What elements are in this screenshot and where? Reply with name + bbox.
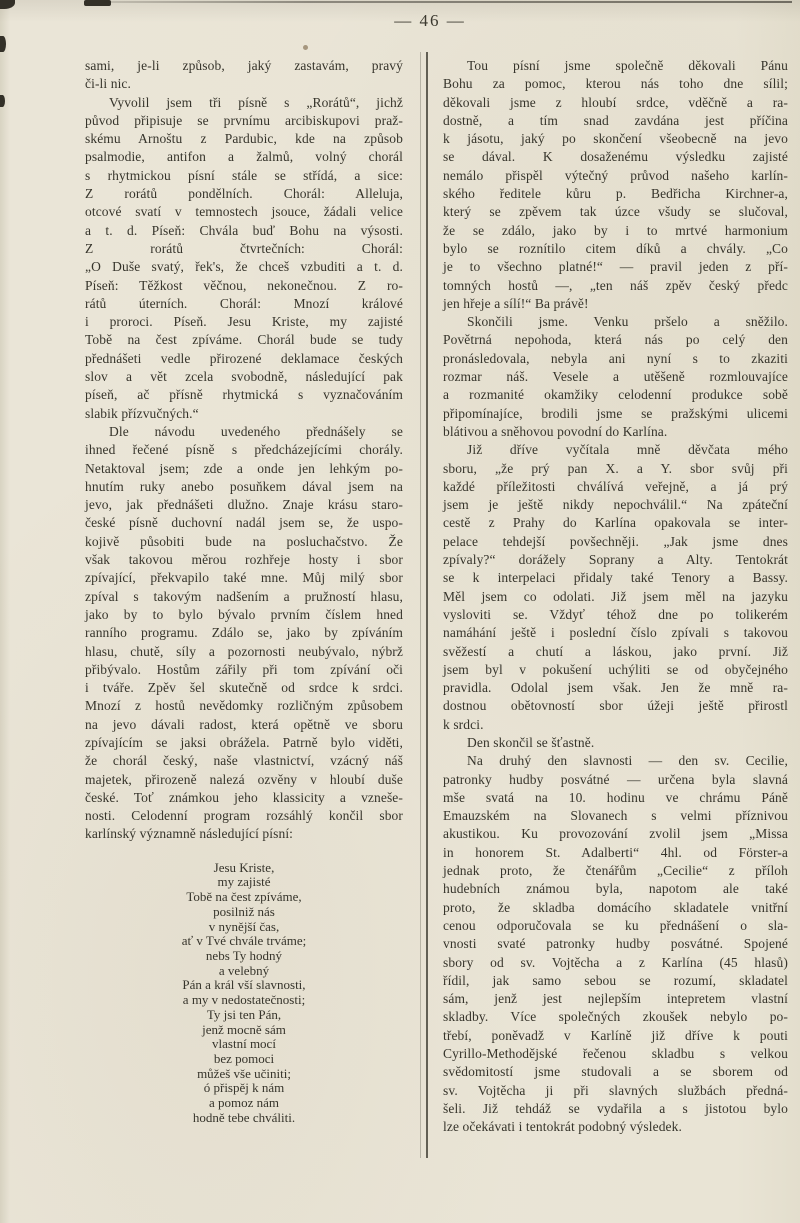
text-line: Emauzském na Slovanech s velmi příznivou: [443, 808, 788, 824]
poem-line: vlastní mocí: [212, 1036, 276, 1052]
poem-line: bez pomoci: [213, 1050, 275, 1066]
text-line: jevo, jak přednášeti dlužno. Znaje krásu staro-: [85, 497, 403, 513]
text-line: Povětrná nepohoda, která nás po celý den: [443, 332, 788, 348]
text-line: sami, je-li způsob, jaký zastavám, pravý: [85, 58, 403, 73]
text-line: ranního programu. Zdálo se, jako by zpíváním: [85, 625, 403, 641]
text-line: cestě z Prahy do Karlína opakovala se inter-: [443, 515, 788, 531]
text-line: Bohu za pomoc, kterou nás toho dne sílil;: [443, 76, 788, 92]
text-line: skému Arnoštu z Pardubic, kde na způsob: [85, 131, 403, 147]
scan-artifact-speck: [0, 95, 5, 107]
text-line: se dával. K dosaženému výsledku zajisté: [443, 149, 788, 165]
text-line: jako by to bylo bývalo prvním číslem hned: [85, 606, 403, 622]
poem-line: a my v nedostatečnosti;: [182, 992, 306, 1008]
poem-line: nebs Ty hodný: [205, 947, 283, 963]
text-line: in honorem St. Adalberti“ 4hl. od Förster-a: [443, 844, 788, 860]
text-line: vnosti svaté patronky hudby posvátné. Spojené: [443, 936, 788, 952]
text-line: zpívající, překvapilo také mne. Můj milý sbor: [85, 570, 403, 586]
text-line: hudebních známou byla, napotom ale také: [443, 881, 788, 897]
text-line: Z rorátů čtvrtečních: Chorál:: [85, 240, 403, 256]
text-line: pravidla. Odolal jsem však. Jen že mně ra-: [443, 680, 788, 696]
text-line: slov a vět zcela svobodně, následující pak: [85, 369, 403, 385]
poem-line: Pán a král vší slavnosti,: [182, 977, 306, 993]
text-line: i tváře. Zpěv šel skutečně od srdce k srdci.: [85, 680, 403, 696]
text-line: blátivou a sněhovou povodní do Karlína.: [443, 423, 668, 439]
text-line: Píseň: Těžkost věčnou, nekonečnou. Z ro-: [85, 277, 403, 293]
text-line: jednak proto, že čtenářům „Cecilie“ z příloh: [443, 863, 788, 879]
text-line: Den skončil se šťastně.: [467, 734, 595, 750]
text-line: psalmodie, antifon a žalmů, volný chorál: [85, 149, 403, 165]
text-line: bylo se roznítilo citem díků a chvály. „Co: [443, 240, 788, 256]
scan-artifact-corner: [0, 0, 15, 9]
text-line: k srdci.: [443, 716, 484, 732]
text-line: jsem je ještě nikdy nepochválil.“ Na zpáteční: [443, 497, 788, 513]
text-line: že se zdálo, jako by i to mrtvé harmonium: [443, 222, 788, 238]
text-line: však takovou měrou rozhřeje hosty i sbor: [85, 552, 403, 568]
text-line: Netaktoval jsem; zde a onde jen lehkým po-: [85, 460, 403, 476]
text-line: a t. d. Píseň: Chvála buď Bohu na výsosti.: [85, 222, 403, 238]
text-line: že chorál český, naše vlastnictví, vzácný náš: [85, 753, 403, 769]
poem-line: v nynější čas,: [208, 918, 280, 934]
poem-line: my zajisté: [217, 874, 271, 890]
poem: [85, 861, 403, 1126]
poem-line: a pomoz nám: [208, 1095, 280, 1111]
text-line: je to všechno platné!“ — pravil jeden z pří-: [443, 259, 788, 275]
text-line: pelace tehdejší povšechněji. „Jak jsme dnes: [443, 533, 788, 549]
text-line: i proroci. Píseň. Jesu Kriste, my zajisté: [85, 314, 403, 330]
text-line: zpívajícím se jaksi obrážela. Patrně bylo viděti,: [85, 734, 403, 750]
poem-line: a velebný: [218, 962, 270, 978]
text-line: tomných hostů —, „ten náš zpěv český předc: [443, 277, 788, 293]
text-line: šeli. Již tehdáž se vydařila a s jistotou bylo: [443, 1100, 788, 1116]
text-line: Vyvolil jsem tři písně s „Rorátů“, jichž: [109, 94, 403, 110]
text-line: Tou písní jsme společně děkovali Pánu: [467, 58, 788, 73]
paragraph: [443, 313, 788, 441]
text-line: sv. Vojtěcha ji při slavných službách předná-: [443, 1082, 788, 1098]
text-line: nemálo přispěl výtečný průvod našeho karlín-: [443, 167, 788, 183]
text-line: dostnou obětovností sbor úžeji ještě přirostl: [443, 698, 788, 714]
scan-artifact-speck: [0, 36, 6, 52]
poem-line: Ty jsi ten Pán,: [206, 1006, 282, 1022]
text-line: „O Duše svatý, řek's, že chceš vzbuditi a t. d.: [85, 259, 403, 275]
text-line: dostně, a tím snad zavdána jest příčina: [443, 112, 788, 128]
text-line: skladby. Více společných zkoušek nebylo po-: [443, 1009, 788, 1025]
text-line: na jevo dávali radost, která opětně ve sboru: [85, 716, 403, 732]
column-divider-shadow: [420, 52, 421, 1158]
text-line: svěžestí a chutí a láskou, jako první. Již: [443, 643, 788, 659]
scan-artifact-stain: [303, 45, 308, 50]
text-line: ského ředitele kůru p. Bedřicha Kirchner-a,: [443, 186, 788, 202]
text-line: který se zpěvem tak úzce všudy se slučoval,: [443, 204, 788, 220]
text-line: karlínský významně následující písní:: [85, 826, 294, 842]
poem-line: hodně tebe chváliti.: [192, 1109, 296, 1125]
text-line: slabik přízvučných.“: [85, 405, 199, 421]
text-line: s rhytmickou písní stále se střídá, a sice:: [85, 167, 403, 183]
poem-line: můžeš vše učiniti;: [197, 1065, 291, 1081]
paragraph: [443, 752, 788, 1136]
text-line: Již dříve vyčítala mně děvčata mého: [467, 442, 788, 458]
page-number: — 46 —: [394, 11, 466, 30]
text-line: české písně duchovní nadál jsem se, že uspo-: [85, 515, 403, 531]
text-line: se k interpelaci přidaly také Tenory a Bassy.: [443, 570, 788, 586]
text-line: hlasu, chutě, síly a pozornosti neubývalo, nýbrž: [85, 643, 403, 659]
text-line: přibývalo. Hostům zářily při tom zpívání oči: [85, 661, 403, 677]
text-line: Cyrillo-Methodějské řečenou skladbu s velkou: [443, 1046, 788, 1062]
text-line: připomínajíce, brodili jsme se pražskými ulicemi: [443, 405, 788, 421]
paragraph: [85, 423, 403, 844]
text-line: sám, jenž jest nejlepším intepretem vlastní: [443, 991, 788, 1007]
text-line: původ připisuje se prvnímu arcibiskupovi praž-: [85, 112, 403, 128]
text-line: otcové svatí v temnostech jsouce, žádali velice: [85, 204, 403, 220]
text-line: rozmar náš. Vesele a utěšeně rozmlouvajíce: [443, 369, 788, 385]
poem-line: Jesu Kriste,: [213, 859, 275, 875]
text-line: sboru, „že prý pan X. a Y. sbor svůj při: [443, 460, 788, 476]
poem-line: Tobě na čest zpíváme,: [186, 889, 302, 905]
text-line: píseň, ač přísně rhytmická s vyznačováním: [85, 387, 403, 403]
paragraph: [85, 94, 403, 423]
text-line: a rozmanité okamžiky celodenní produkce sobě: [443, 387, 788, 403]
text-line: či-li nic.: [85, 76, 131, 92]
text-line: hnutím ruky anebo posuňkem dával jsem na: [85, 478, 403, 494]
text-line: cenou odporučovala se ku přednášení o sla-: [443, 917, 788, 933]
text-line: ihned řečené písně s předcházejícími chorály.: [85, 442, 403, 458]
text-line: každé příležitosti chválívá veřejně, a já prý: [443, 478, 788, 494]
text-line: řídil, jak samo sebou se rozumí, skladatel: [443, 972, 788, 988]
text-line: zpívaly?“ dorážely Soprany a Alty. Tentokrát: [443, 552, 788, 568]
paragraph: [85, 57, 403, 94]
text-line: sbory od sv. Vojtěcha a z Karlína (45 hlasů): [443, 954, 788, 970]
text-line: mše svatá na 10. hodinu ve chrámu Páně: [443, 789, 788, 805]
text-line: třebí, poněvadž v Karlíně již dříve k pouti: [443, 1027, 788, 1043]
text-line: pronásledovala, nebyla ani nyní s to zkaziti: [443, 350, 788, 366]
text-line: k jásotu, jaký po skončení všeobecně na jevo: [443, 131, 788, 147]
left-column: [85, 57, 403, 1125]
text-line: přednášeti vedle přirozené deklamace českých: [85, 350, 403, 366]
text-line: Tobě na čest zpíváme. Chorál bude se tudy: [85, 332, 403, 348]
right-column: [443, 57, 788, 1137]
text-line: kojivě působiti bude na posluchačstvo. Že: [85, 533, 403, 549]
text-line: rátů úterních. Chorál: Mnozí králové: [85, 295, 403, 311]
text-line: jen hřeje a sílí!“ Ba právě!: [443, 295, 589, 311]
text-line: patronky hudby posvátné — určena byla slavná: [443, 771, 788, 787]
text-line: Měl jsem co odolati. Již jsem měl na jazyku: [443, 588, 788, 604]
text-line: svědomitostí jsme studovali a se sborem od: [443, 1064, 788, 1080]
scan-artifact-topline: [104, 1, 792, 3]
text-line: vysloviti se. Vždyť téhož dne po tolikerém: [443, 606, 788, 622]
text-line: Dle návodu uvedeného přednášely se: [109, 423, 403, 439]
paragraph: [443, 57, 788, 313]
text-line: děkovali jsme z hloubí srdce, vděčně a ra-: [443, 94, 788, 110]
poem-line: posilniž nás: [213, 903, 275, 919]
text-line: proto, že skladba domácího skladatele vnitřní: [443, 899, 788, 915]
text-line: majetek, přirozeně nalezá ozvěny v hloubí duše: [85, 771, 403, 787]
poem-line: jenž mocně sám: [202, 1021, 286, 1037]
text-line: Z rorátů pondělních. Chorál: Alleluja,: [85, 186, 403, 202]
text-line: Na druhý den slavnosti — den sv. Cecilie,: [467, 753, 788, 769]
text-line: namáhání ještě i poslední číslo zpívali s takovou: [443, 625, 788, 641]
text-line: nosti. Celodenní program rozsáhlý končil sbor: [85, 808, 403, 824]
text-line: jsem byl v pokušení uchýliti se od obyčejného: [443, 661, 788, 677]
poem-line: ó přispěj k nám: [203, 1080, 285, 1096]
text-line: akustikou. Ku provozování zvolil jsem „Missa: [443, 826, 788, 842]
text-line: české. Toť známkou jeho klassicity a vzneše-: [85, 789, 403, 805]
paragraph: [443, 441, 788, 734]
poem-line: ať v Tvé chvále trváme;: [181, 933, 307, 949]
text-line: lze očekávati i tentokrát podobný výsledek.: [443, 1119, 682, 1135]
paragraph: [443, 734, 788, 752]
column-divider: [426, 52, 428, 1158]
text-line: zpíval s takovým nadšením a pružností hlasu,: [85, 588, 403, 604]
text-line: Skončili jsme. Venku pršelo a sněžilo.: [467, 314, 788, 330]
text-line: Mnozí z hostů nevědomky rozličným způsobem: [85, 698, 403, 714]
